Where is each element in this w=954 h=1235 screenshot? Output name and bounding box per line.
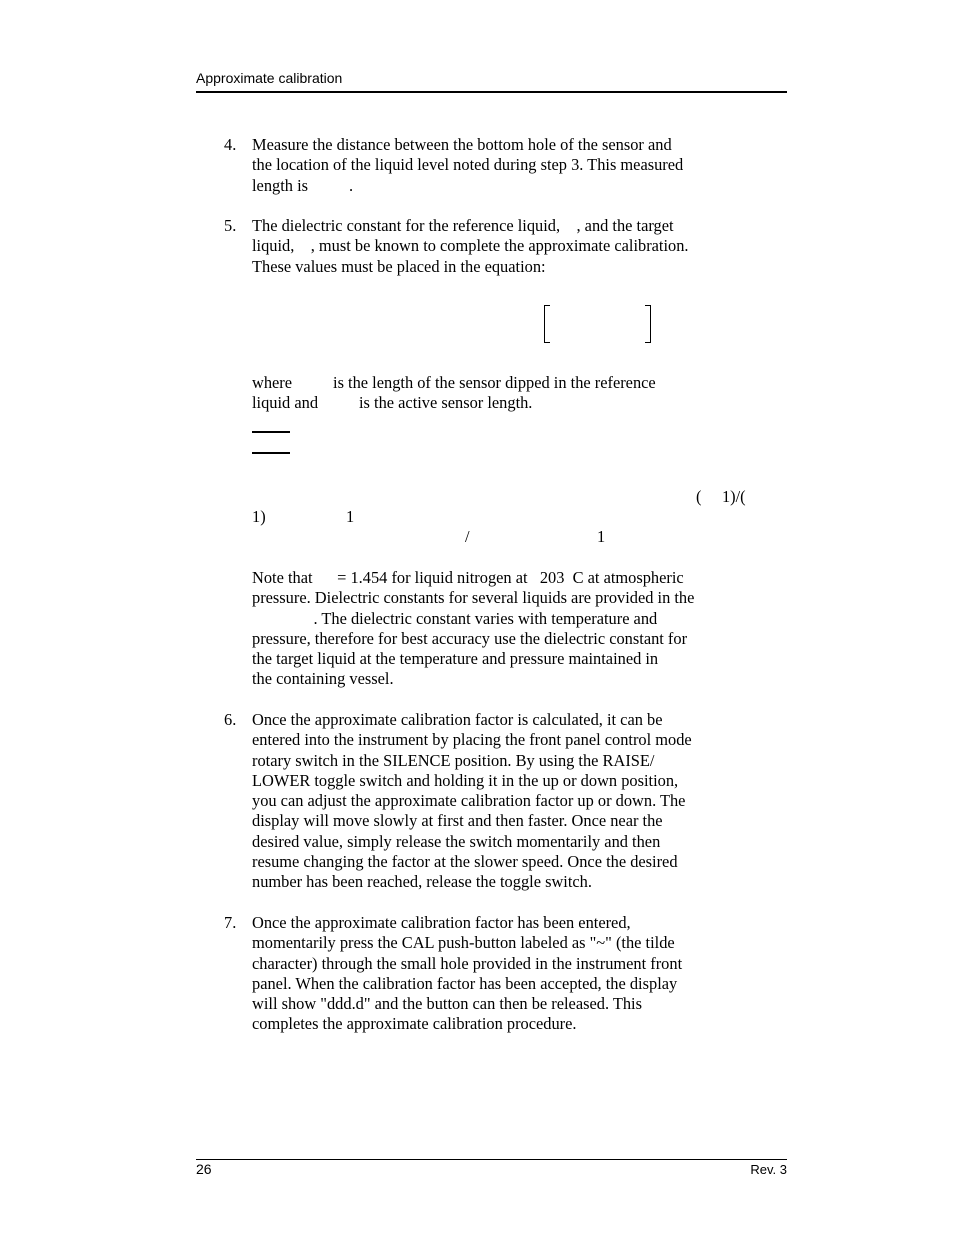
equation-left-bracket: [544, 305, 550, 343]
formula-fragment-4: /: [465, 527, 470, 546]
step-5-number: 5.: [224, 216, 237, 235]
step-7-number: 7.: [224, 913, 237, 932]
equation-right-bracket: [645, 305, 651, 343]
step-7-text: Once the approximate calibration factor has been entered, momentarily press the CAL push-button labeled as "~" (the tilde character) through the small hole provided in the instrument front panel. When the calibration factor has been accepted, the display will show "ddd.d" and the button can then be released. This completes the approximate calibration procedure.: [252, 913, 683, 1034]
header-rule: [196, 91, 787, 93]
revision-label: Rev. 3: [750, 1162, 787, 1177]
formula-fragment-1: ( 1)/(: [696, 487, 746, 506]
formula-fragment-5: 1: [597, 527, 606, 546]
step-5-text: The dielectric constant for the reference liquid, , and the target liquid, , must be known to complete the approximate calibration. These values must be placed in the equation:: [252, 216, 689, 276]
formula-fragment-2: 1): [252, 507, 266, 526]
step-5-where-text: where is the length of the sensor dipped in the reference liquid and is the active sensor length.: [252, 373, 656, 413]
step-6-number: 6.: [224, 710, 237, 729]
running-header-title: Approximate calibration: [196, 70, 343, 86]
step-5-note-text: Note that = 1.454 for liquid nitrogen at 203 C at atmospheric pressure. Dielectric constants for several liquids are provided in the . The dielectric constant varies with temperature and pressure, therefore for best accuracy use the dielectric constant for the target liquid at the temperature and pressure maintained in the containing vessel.: [252, 568, 695, 689]
note-rule-upper: [252, 431, 290, 433]
note-rule-lower: [252, 452, 290, 454]
formula-fragment-3: 1: [346, 507, 355, 526]
step-6-text: Once the approximate calibration factor is calculated, it can be entered into the instrument by placing the front panel control mode rotary switch in the SILENCE position. By using the RAISE/ LOWER toggle switch and holding it in the up or down position, you can adjust the approximate calibration factor up or down. The display will move slowly at first and then faster. Once near the desired value, simply release the switch momentarily and then resume changing the factor at the slower speed. Once the desired number has been reached, release the toggle switch.: [252, 710, 692, 892]
footer-rule: [196, 1159, 787, 1160]
step-4-number: 4.: [224, 135, 237, 154]
step-4-text: Measure the distance between the bottom hole of the sensor and the location of the liquid level noted during step 3. This measured length is .: [252, 135, 684, 195]
page-number: 26: [196, 1161, 212, 1177]
